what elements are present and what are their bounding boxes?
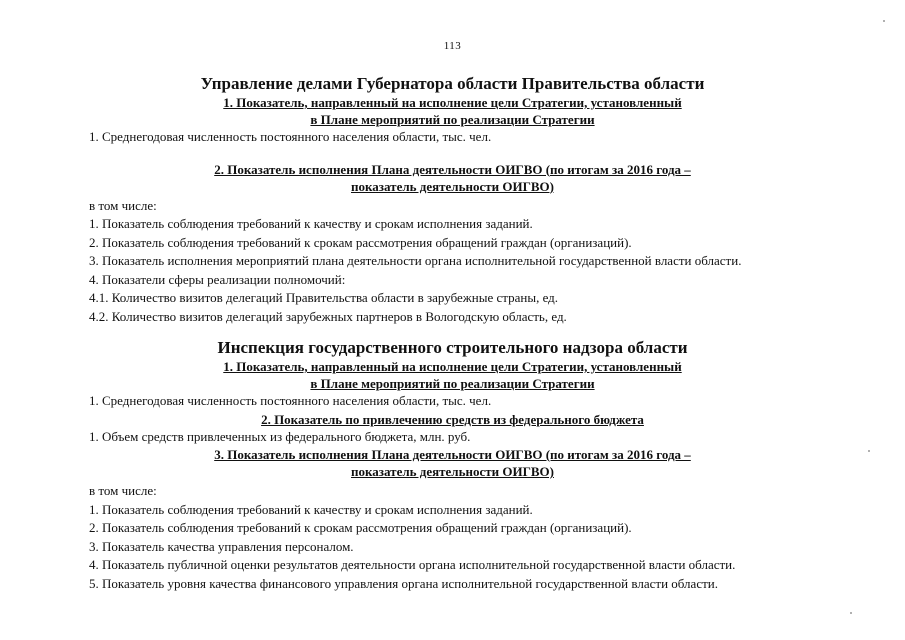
- subheading-plan-line1: 2. Показатель исполнения Плана деятельности ОИГВО (по итогам за 2016 года –: [214, 161, 691, 177]
- list-item: 1. Среднегодовая численность постоянного населения области, тыс. чел.: [89, 129, 492, 144]
- list-item: 1. Среднегодовая численность постоянного населения области, тыс. чел.: [89, 393, 492, 408]
- subheading-strategy-line1: 1. Показатель, направленный на исполнение цели Стратегии, установленный: [223, 359, 682, 374]
- subheading-plan-line2: показатель деятельности ОИГВО): [351, 178, 554, 194]
- list-item: 1. Объем средств привлеченных из федерального бюджета, млн. руб.: [89, 428, 471, 444]
- scan-speck: [883, 20, 885, 22]
- list-item: 2. Показатель соблюдения требований к срокам рассмотрения обращений граждан (организаций).: [89, 520, 632, 535]
- list-item: 1. Показатель соблюдения требований к качеству и срокам исполнения заданий.: [89, 216, 533, 231]
- list-item: 4. Показатель публичной оценки результатов деятельности органа исполнительной государственной власти области.: [89, 557, 736, 572]
- section-title: Управление делами Губернатора области Правительства области: [200, 74, 705, 93]
- scan-speck: [868, 450, 870, 452]
- subheading-plan-line2: показатель деятельности ОИГВО): [351, 464, 554, 479]
- list-item: 4. Показатели сферы реализации полномочий:: [89, 271, 346, 287]
- list-item: 5. Показатель уровня качества финансового управления органа исполнительной государственной власти области.: [89, 575, 718, 591]
- list-item: 4.1. Количество визитов делегаций Правительства области в зарубежные страны, ед.: [89, 290, 559, 305]
- page-number: 113: [443, 40, 462, 52]
- section-title: Инспекция государственного строительного надзора области: [217, 338, 688, 357]
- subheading-strategy-line2: в Плане мероприятий по реализации Стратегии: [310, 376, 595, 391]
- subheading-strategy-line2: в Плане мероприятий по реализации Стратегии: [310, 112, 595, 127]
- list-item: 2. Показатель соблюдения требований к срокам рассмотрения обращений граждан (организаций).: [89, 234, 632, 250]
- list-item: 4.2. Количество визитов делегаций зарубежных партнеров в Вологодскую область, ед.: [89, 308, 567, 324]
- list-item: 3. Показатель исполнения мероприятий плана деятельности органа исполнительной государственной власти области.: [89, 253, 742, 268]
- subheading-plan-line1: 3. Показатель исполнения Плана деятельности ОИГВО (по итогам за 2016 года –: [214, 447, 691, 462]
- section-governor-office: [0, 74, 905, 326]
- scan-speck: [850, 612, 852, 614]
- subheading-federal-budget: 2. Показатель по привлечению средств из федерального бюджета: [261, 411, 644, 427]
- including-label: в том числе:: [89, 483, 157, 498]
- section-construction-inspection: [0, 338, 905, 593]
- list-item: 3. Показатель качества управления персоналом.: [89, 538, 354, 554]
- including-label: в том числе:: [89, 197, 157, 213]
- list-item: 1. Показатель соблюдения требований к качеству и срокам исполнения заданий.: [89, 501, 533, 517]
- subheading-strategy-line1: 1. Показатель, направленный на исполнение цели Стратегии, установленный: [223, 95, 682, 110]
